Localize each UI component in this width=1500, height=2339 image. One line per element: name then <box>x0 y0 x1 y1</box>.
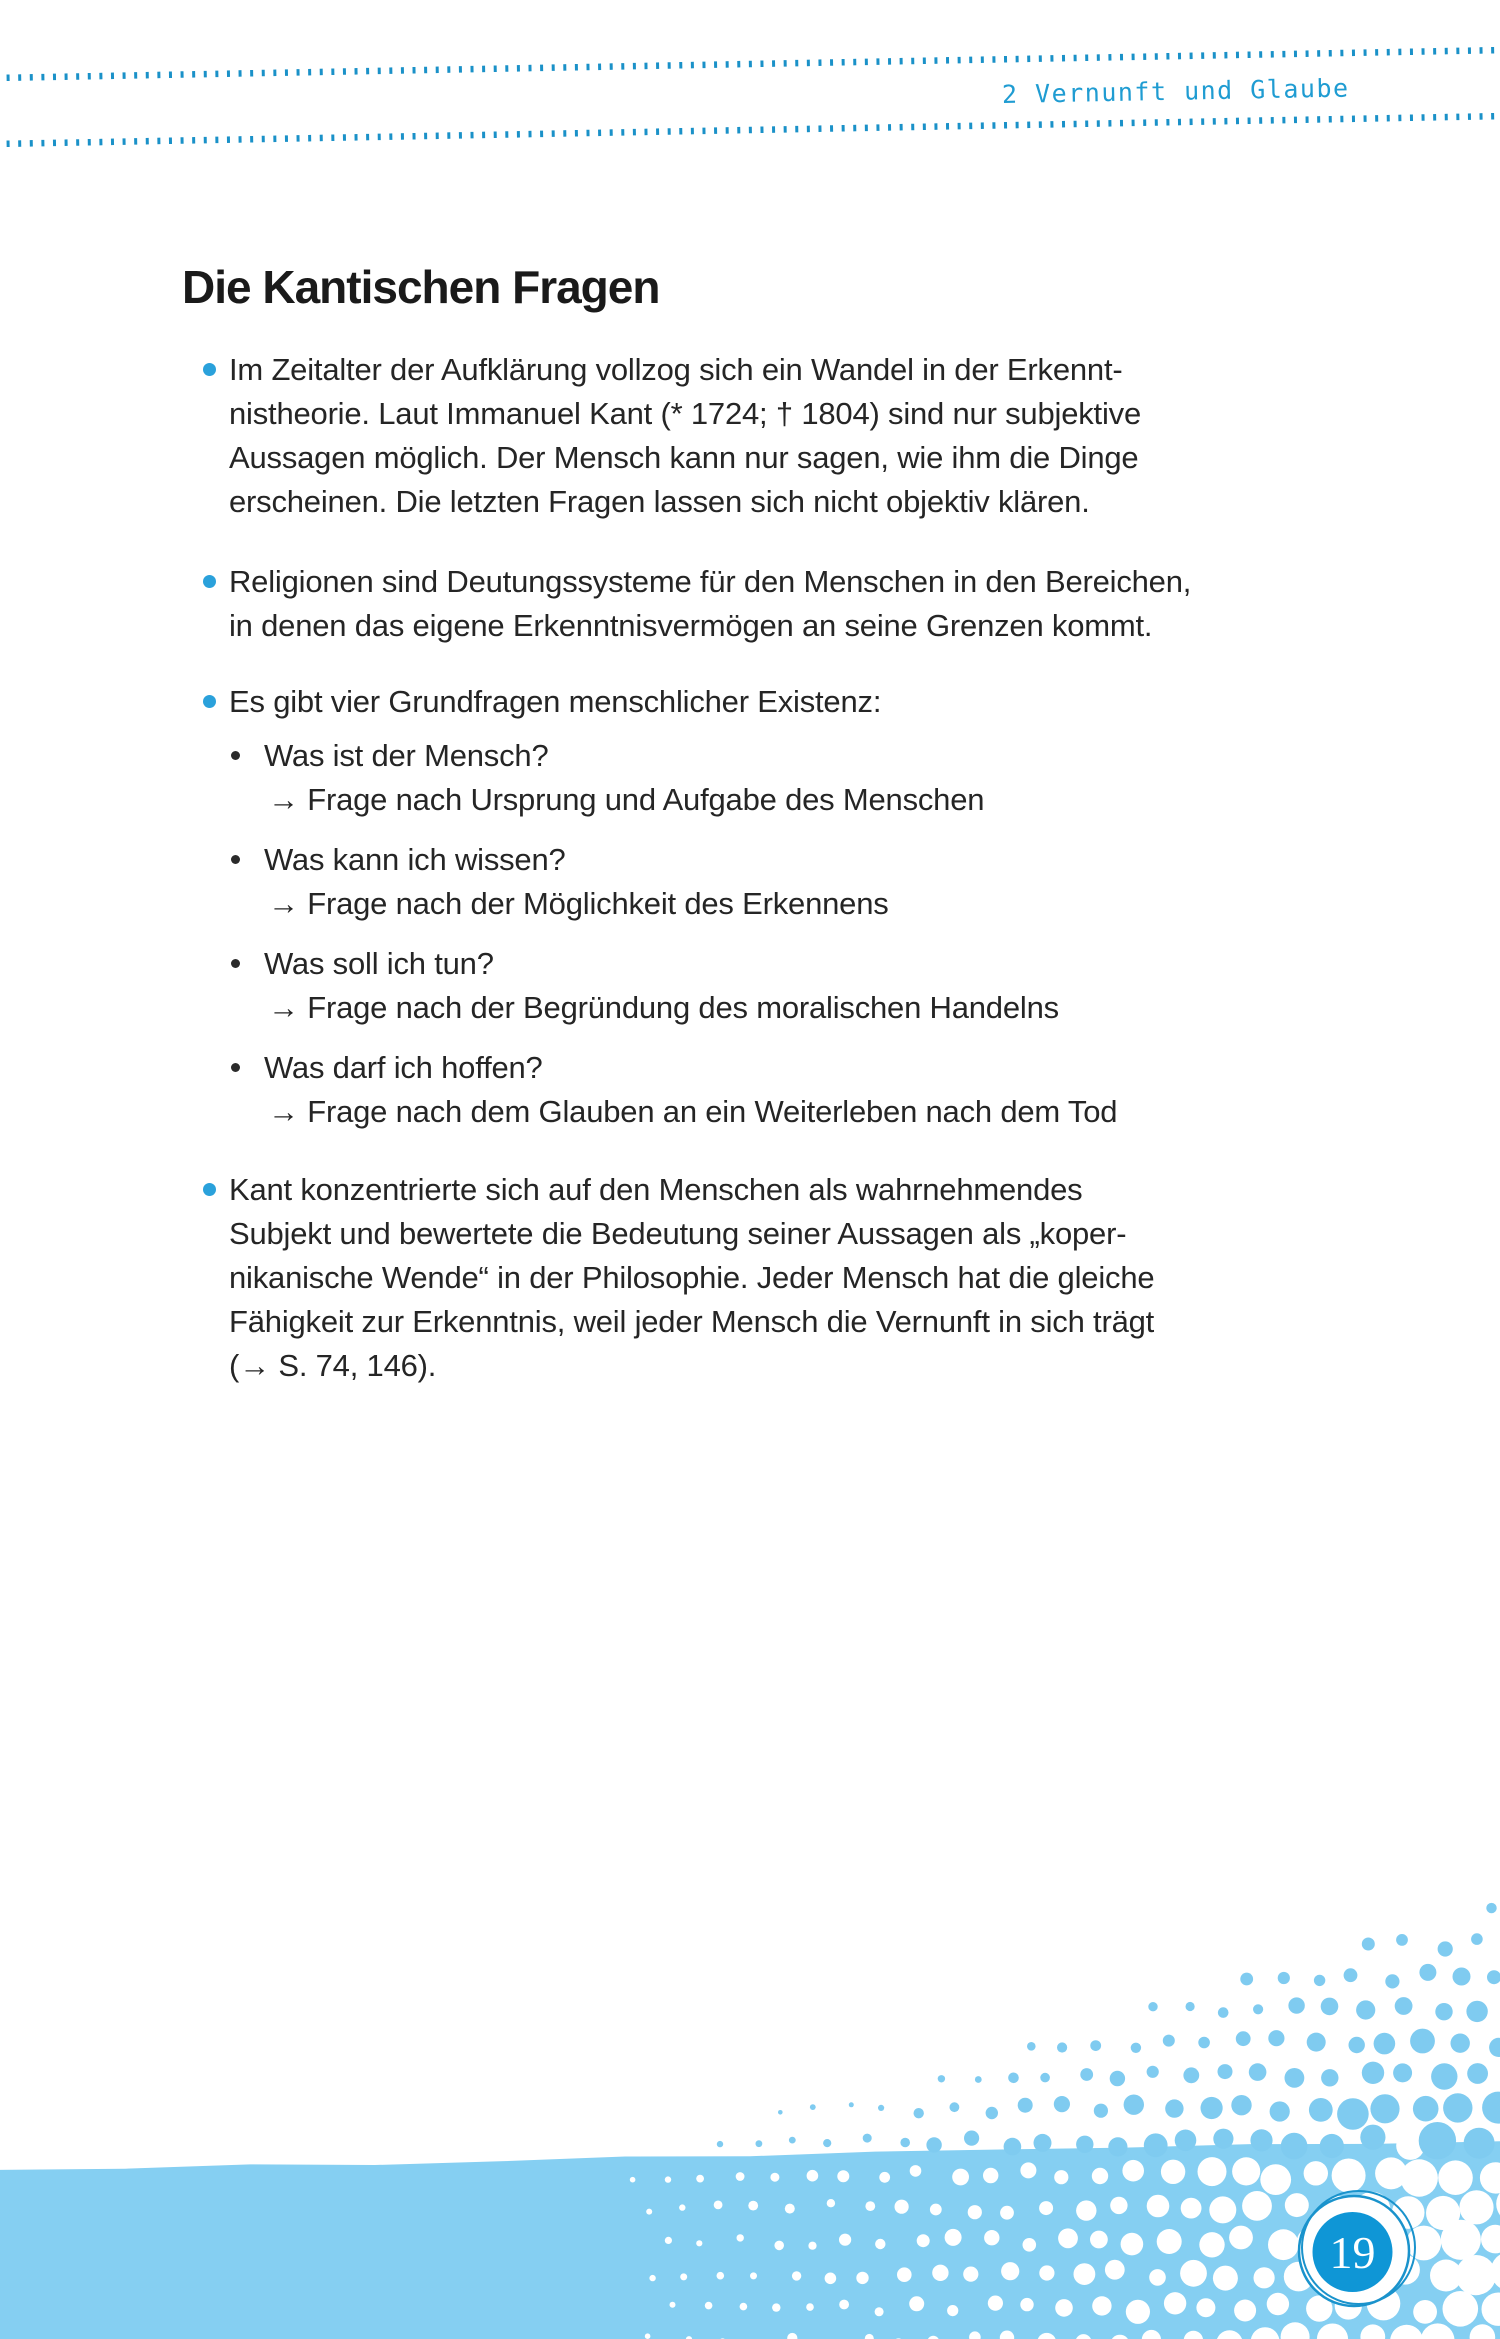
question-line: Was kann ich wissen? <box>264 842 566 877</box>
sub-bullet-dot-icon <box>231 855 240 864</box>
bottom-decoration <box>0 1878 1500 2339</box>
question-line: Was ist der Mensch? <box>264 738 549 773</box>
arrow-answer-line: → Frage nach Ursprung und Aufgabe des Menschen <box>268 782 985 817</box>
sub-bullet-dot-icon <box>231 1063 240 1072</box>
bullet-dot-icon <box>203 695 216 708</box>
text-line: nikanische Wende“ in der Philosophie. Jeder Mensch hat die gleiche <box>229 1260 1155 1295</box>
arrow-answer-line: → Frage nach der Möglichkeit des Erkennens <box>268 886 889 921</box>
dotted-line-top <box>0 50 1500 78</box>
bullet-dot-icon <box>203 575 216 588</box>
text-line: Kant konzentrierte sich auf den Menschen als wahrnehmendes <box>229 1172 1083 1207</box>
text-line: nistheorie. Laut Immanuel Kant (* 1724; † 1804) sind nur subjektive <box>229 396 1141 431</box>
bullet-text <box>229 680 881 724</box>
dotted-line-bottom <box>0 116 1500 144</box>
question-line: Was soll ich tun? <box>264 946 494 981</box>
chapter-header-label: 2 Vernunft und Glaube <box>1001 73 1350 109</box>
sub-bullet-dot-icon <box>231 959 240 968</box>
question-line: Was darf ich hoffen? <box>264 1050 543 1085</box>
bullet-dot-icon <box>203 1183 216 1196</box>
sub-bullet-dot-icon <box>231 751 240 760</box>
text-line: in denen das eigene Erkenntnisvermögen an seine Grenzen kommt. <box>229 608 1153 643</box>
text-line: Religionen sind Deutungssysteme für den Menschen in den Bereichen, <box>229 564 1192 599</box>
bullet-text <box>229 560 1191 648</box>
text-line: erscheinen. Die letzten Fragen lassen sich nicht objektiv klären. <box>229 484 1090 519</box>
page-number: 19 <box>1329 2227 1376 2278</box>
bullet-text <box>229 348 1141 524</box>
text-line: Subjekt und bewertete die Bedeutung seiner Aussagen als „koper- <box>229 1216 1127 1251</box>
text-line: Fähigkeit zur Erkenntnis, weil jeder Mensch die Vernunft in sich trägt <box>229 1304 1155 1339</box>
text-line: Es gibt vier Grundfragen menschlicher Existenz: <box>229 684 882 719</box>
bullet-text <box>229 1168 1154 1388</box>
arrow-answer-line: → Frage nach dem Glauben an ein Weiterleben nach dem Tod <box>268 1094 1118 1129</box>
bullet-dot-icon <box>203 363 216 376</box>
page-title: Die Kantischen Fragen <box>182 261 660 313</box>
text-line: Aussagen möglich. Der Mensch kann nur sagen, wie ihm die Dinge <box>229 440 1139 475</box>
arrow-answer-line: → Frage nach der Begründung des moralischen Handelns <box>268 990 1059 1025</box>
text-line: Im Zeitalter der Aufklärung vollzog sich ein Wandel in der Erkennt- <box>229 352 1123 387</box>
text-line: (→ S. 74, 146). <box>229 1348 437 1383</box>
